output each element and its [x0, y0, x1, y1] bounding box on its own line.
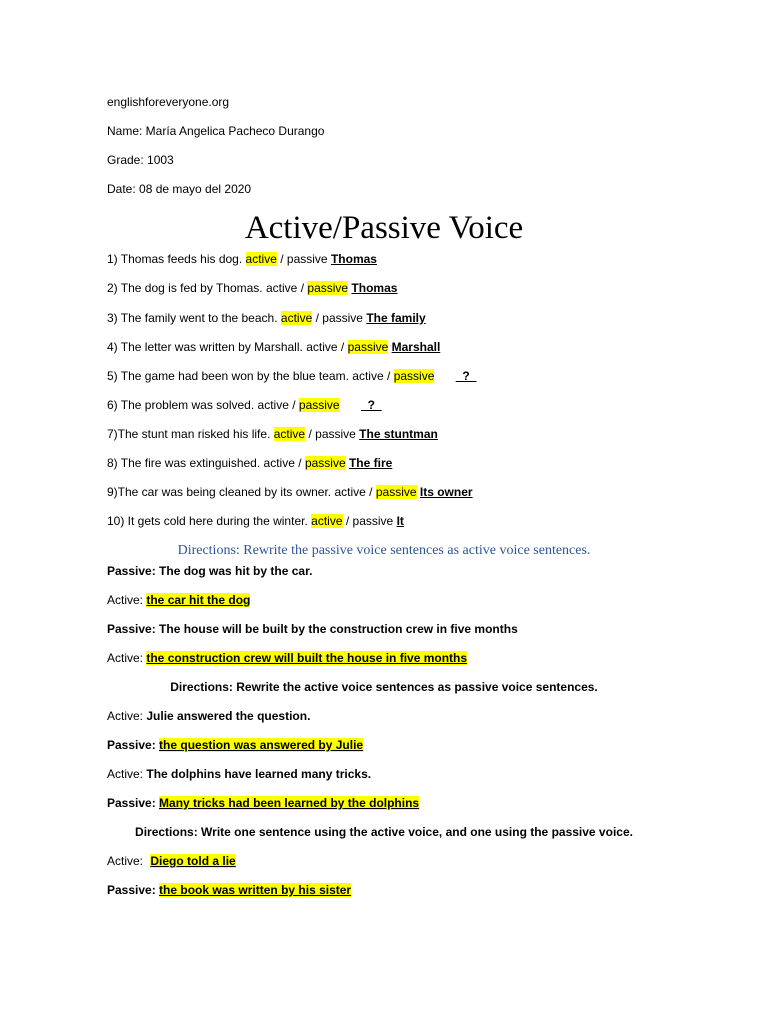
answer-label: Passive: [107, 883, 156, 897]
website-line: englishforeveryone.org [107, 95, 230, 109]
choice-active: active [273, 427, 306, 441]
exercise-item [107, 484, 473, 500]
prompt-label: Passive: [107, 564, 156, 578]
choice-active: active [245, 252, 277, 266]
doer-answer: _?_ [360, 398, 382, 412]
prompt-sentence: The dog was hit by the car. [159, 564, 313, 578]
answer-line [107, 882, 351, 898]
prompt-line [107, 708, 310, 724]
answer-sentence: the book was written by his sister [159, 883, 352, 897]
answer-line [107, 737, 363, 753]
choice-passive: passive [375, 485, 417, 499]
prompt-line [107, 563, 312, 579]
item-sentence: 9)The car was being cleaned by its owner. [107, 485, 332, 499]
student-name: Name: María Angelica Pacheco Durango [107, 124, 325, 138]
item-sentence: 7)The stunt man risked his life. [107, 427, 271, 441]
doer-answer: The family [366, 311, 426, 325]
answer-label: Active: [107, 593, 144, 607]
prompt-label: Active: [107, 709, 144, 723]
exercise-item [107, 513, 404, 529]
choice-separator: / [280, 252, 284, 266]
choice-separator: / [315, 311, 319, 325]
choice-separator: / [369, 485, 373, 499]
choice-separator: / [308, 427, 312, 441]
item-sentence: 5) The game had been won by the blue team. [107, 369, 349, 383]
prompt-line [107, 621, 518, 637]
answer-line [107, 853, 236, 869]
item-sentence: 4) The letter was written by Marshall. [107, 340, 303, 354]
answer-label: Passive: [107, 796, 156, 810]
answer-sentence: Many tricks had been learned by the dolphins [159, 796, 420, 810]
choice-passive: passive [307, 281, 349, 295]
exercise-item [107, 426, 438, 442]
choice-active: active [257, 398, 289, 412]
choice-active: active [311, 514, 343, 528]
choice-active: active [334, 485, 366, 499]
item-sentence: 3) The family went to the beach. [107, 311, 278, 325]
answer-line [107, 592, 250, 608]
prompt-sentence: The house will be built by the construction crew in five months [159, 622, 518, 636]
prompt-line [107, 766, 371, 782]
choice-active: active [306, 340, 338, 354]
answer-label: Active: [107, 651, 144, 665]
answer-sentence: the question was answered by Julie [159, 738, 364, 752]
choice-passive: passive [352, 514, 394, 528]
prompt-sentence: Julie answered the question. [146, 709, 311, 723]
doer-answer: _?_ [455, 369, 477, 383]
answer-label: Active: [107, 854, 144, 868]
choice-separator: / [292, 398, 296, 412]
answer-label: Passive: [107, 738, 156, 752]
directions-passive-to-active: Directions: Rewrite the passive voice sentences as active voice sentences. [177, 543, 591, 558]
item-sentence: 1) Thomas feeds his dog. [107, 252, 243, 266]
doer-answer: The stuntman [359, 427, 438, 441]
doer-answer: Its owner [419, 485, 473, 499]
choice-active: active [352, 369, 384, 383]
item-sentence: 2) The dog is fed by Thomas. [107, 281, 263, 295]
doer-answer: Marshall [391, 340, 441, 354]
answer-sentence: Diego told a lie [150, 854, 236, 868]
choice-active: active [280, 311, 313, 325]
exercise-item [107, 368, 476, 384]
doer-answer: It [396, 514, 404, 528]
choice-passive: passive [304, 456, 346, 470]
choice-separator: / [300, 281, 305, 295]
prompt-label: Passive: [107, 622, 156, 636]
grade-line: Grade: 1003 [107, 153, 174, 167]
choice-passive: passive [347, 340, 389, 354]
choice-passive: passive [315, 427, 356, 441]
prompt-label: Active: [107, 767, 144, 781]
page-title: Active/Passive Voice [244, 210, 524, 246]
item-sentence: 8) The fire was extinguished. [107, 456, 261, 470]
exercise-item [107, 455, 392, 471]
choice-active: active [263, 456, 295, 470]
answer-sentence: the car hit the dog [146, 593, 251, 607]
choice-passive: passive [393, 369, 435, 383]
answer-line [107, 795, 419, 811]
answer-line [107, 650, 467, 666]
choice-passive: passive [322, 311, 363, 325]
choice-passive: passive [286, 252, 328, 266]
item-sentence: 10) It gets cold here during the winter. [107, 514, 308, 528]
exercise-item [107, 310, 426, 326]
doer-answer: Thomas [351, 281, 398, 295]
choice-passive: passive [298, 398, 340, 412]
doer-answer: The fire [348, 456, 393, 470]
answer-sentence: the construction crew will built the house in five months [146, 651, 468, 665]
directions-active-to-passive: Directions: Rewrite the active voice sentences as passive voice sentences. [170, 680, 598, 694]
exercise-item [107, 339, 440, 355]
choice-separator: / [298, 456, 302, 470]
doer-answer: Thomas [330, 252, 377, 266]
choice-separator: / [387, 369, 391, 383]
exercise-item [107, 251, 377, 267]
choice-separator: / [345, 514, 350, 528]
date-line: Date: 08 de mayo del 2020 [107, 182, 252, 196]
directions-write-sentences: Directions: Write one sentence using the active voice, and one using the passive voice. [135, 825, 633, 839]
item-sentence: 6) The problem was solved. [107, 398, 255, 412]
exercise-item [107, 397, 382, 413]
choice-active: active [266, 281, 298, 295]
choice-separator: / [340, 340, 345, 354]
exercise-item [107, 280, 397, 296]
prompt-sentence: The dolphins have learned many tricks. [146, 767, 372, 781]
